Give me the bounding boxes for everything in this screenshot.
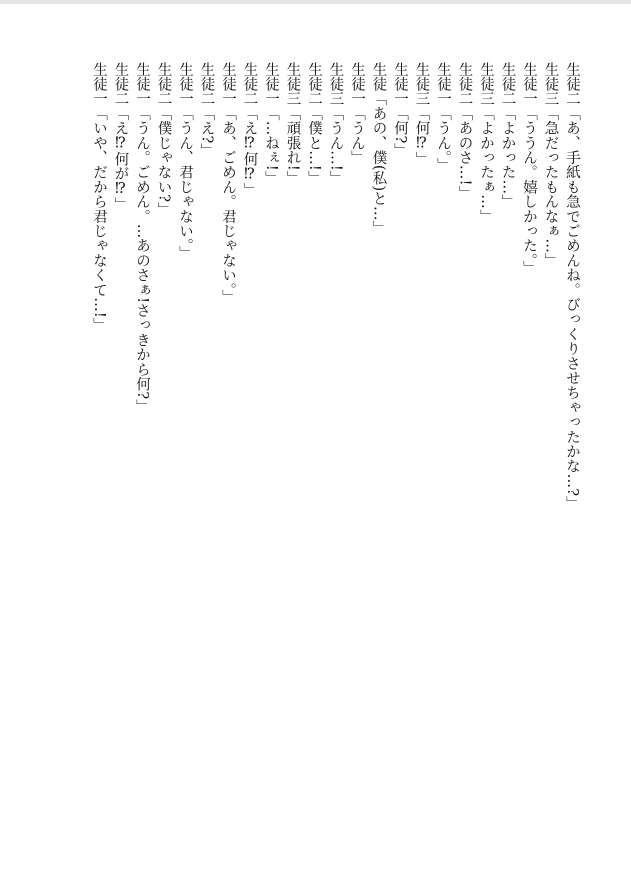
dialogue-text: 「うん。ごめん。…あのさぁ!さっきから何?」 — [134, 106, 150, 415]
speaker-name: 生徒二 — [241, 62, 258, 107]
dialogue-text: 「急だったもんなぁ…」 — [542, 106, 559, 268]
dialogue-line — [260, 62, 282, 862]
dialogue-text: 「よかった…」 — [499, 106, 516, 210]
speaker-name: 生徒一 — [349, 62, 365, 107]
speaker-name: 生徒三 — [413, 62, 430, 107]
speaker-name: 生徒一 — [263, 62, 279, 107]
dialogue-text: 「うん。」 — [435, 106, 451, 173]
dialogue-line — [561, 62, 583, 862]
dialogue-line — [303, 62, 325, 862]
dialogue-text: 「ううん。嬉しかった。」 — [521, 106, 537, 276]
script-page — [72, 62, 582, 862]
speaker-name: 生徒一 — [134, 62, 150, 107]
dialogue-text: 「あの、僕(私)と…」 — [370, 91, 387, 236]
dialogue-text: 「うん」 — [349, 106, 365, 165]
dialogue-line — [217, 62, 239, 862]
speaker-name: 生徒一 — [521, 62, 537, 107]
script-body — [88, 62, 583, 862]
dialogue-text: 「よかったぁ…」 — [478, 106, 494, 224]
dialogue-line — [432, 62, 454, 862]
speaker-name: 生徒一 — [392, 62, 408, 107]
dialogue-line — [367, 62, 389, 862]
dialogue-text: 「いや、だから君じゃなくて…!」 — [91, 106, 107, 333]
dialogue-text: 「あ、ごめん。君じゃない。」 — [220, 106, 236, 305]
dialogue-text: 「あ、手紙も急でごめんね。びっくりさせちゃったかな…?」 — [564, 106, 580, 511]
top-edge-bar — [0, 0, 631, 4]
dialogue-text: 「何?」 — [392, 106, 408, 159]
speaker-name: 生徒二 — [198, 62, 215, 107]
speaker-name: 生徒一 — [220, 62, 236, 107]
dialogue-line — [453, 62, 475, 862]
dialogue-text: 「え⁉何⁉」 — [241, 106, 258, 198]
dialogue-text: 「…ねぇ!」 — [263, 106, 279, 186]
speaker-name: 生徒三 — [284, 62, 301, 107]
dialogue-line — [152, 62, 174, 862]
speaker-name: 生徒一 — [177, 62, 193, 107]
speaker-name: 生徒二 — [564, 62, 580, 107]
dialogue-line — [195, 62, 217, 862]
dialogue-line — [238, 62, 260, 862]
speaker-name: 生徒三 — [327, 62, 344, 107]
dialogue-line — [131, 62, 153, 862]
dialogue-text: 「頑張れ!」 — [284, 106, 301, 186]
dialogue-text: 「うん、君じゃない。」 — [177, 106, 193, 261]
dialogue-line — [475, 62, 497, 862]
dialogue-line — [109, 62, 131, 862]
speaker-name: 生徒二 — [112, 62, 129, 107]
dialogue-text: 「うん…!」 — [327, 106, 344, 186]
dialogue-line — [324, 62, 346, 862]
dialogue-text: 「僕じゃない?」 — [155, 106, 172, 217]
dialogue-line — [281, 62, 303, 862]
dialogue-line — [539, 62, 561, 862]
speaker-name: 生徒三 — [542, 62, 559, 107]
dialogue-text: 「何⁉」 — [413, 106, 430, 167]
speaker-name: 生徒三 — [478, 62, 494, 107]
speaker-name: 生徒二 — [155, 62, 172, 107]
dialogue-line — [174, 62, 196, 862]
dialogue-text: 「あのさ…!」 — [456, 106, 473, 201]
dialogue-line — [410, 62, 432, 862]
dialogue-line — [88, 62, 110, 862]
speaker-name: 生徒一 — [435, 62, 451, 107]
dialogue-text: 「え?」 — [198, 106, 215, 159]
speaker-name: 生徒 — [370, 62, 387, 92]
dialogue-line — [346, 62, 368, 862]
speaker-name: 生徒二 — [456, 62, 473, 107]
speaker-name: 生徒二 — [499, 62, 516, 107]
dialogue-line — [518, 62, 540, 862]
dialogue-text: 「僕と…!」 — [306, 106, 322, 186]
dialogue-line — [496, 62, 518, 862]
dialogue-line — [389, 62, 411, 862]
speaker-name: 生徒二 — [306, 62, 322, 107]
dialogue-text: 「え⁉何が⁉」 — [112, 106, 129, 213]
speaker-name: 生徒一 — [91, 62, 107, 107]
